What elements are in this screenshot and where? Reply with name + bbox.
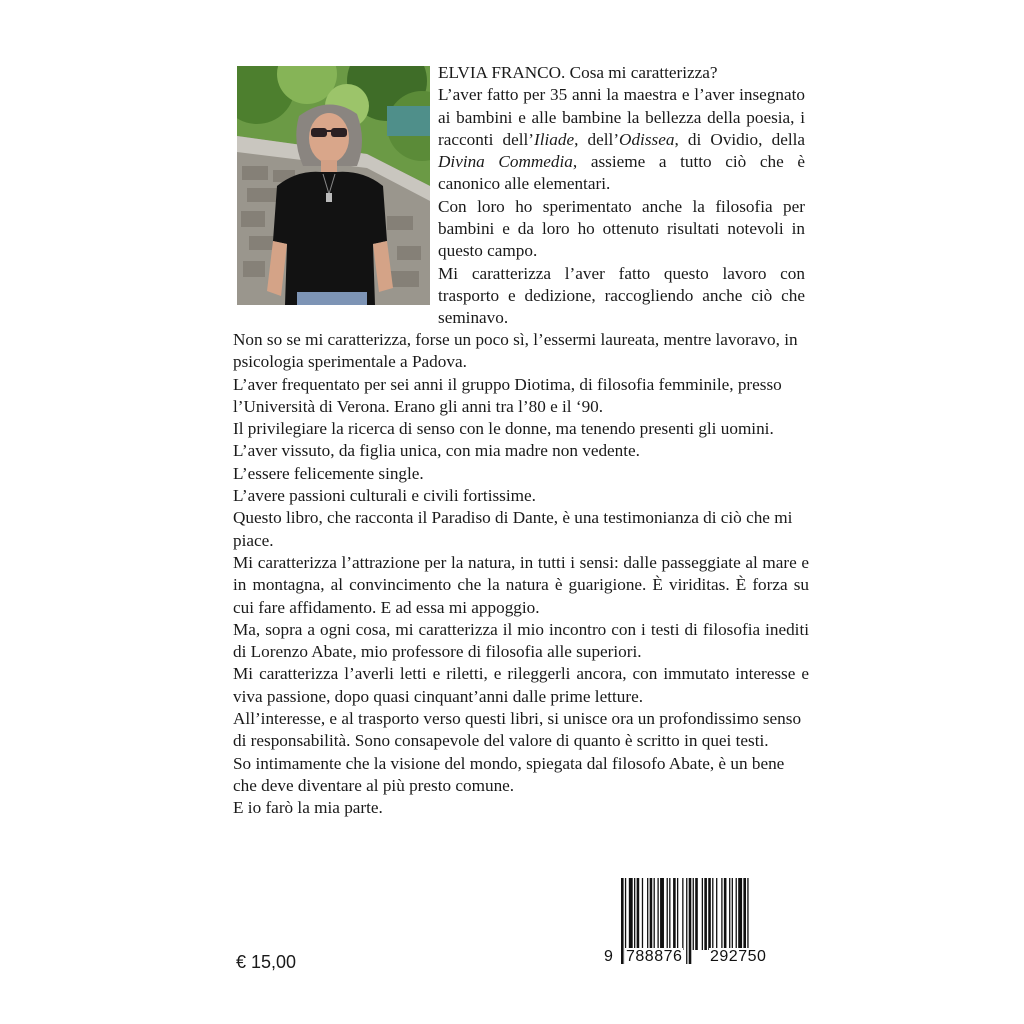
barcode-bar xyxy=(677,878,678,950)
barcode-bar xyxy=(682,878,683,950)
intro-text-block xyxy=(438,62,805,330)
barcode-bar xyxy=(743,878,746,950)
barcode-bar xyxy=(673,878,676,950)
barcode-bar xyxy=(732,878,733,950)
isbn-barcode xyxy=(603,878,783,968)
barcode-bar xyxy=(660,878,664,950)
author-photo-illustration xyxy=(237,66,430,305)
barcode-bar xyxy=(738,878,742,950)
barcode-bar xyxy=(695,878,698,950)
commedia-title: Divina Commedia xyxy=(438,152,573,172)
barcode-group-1: 788876 xyxy=(626,948,683,965)
main-paragraph: Il privilegiare la ricerca di senso con le donne, ma tenendo presenti gli uomini. xyxy=(233,419,774,439)
barcode-bar xyxy=(702,878,703,950)
main-paragraph: Mi caratterizza l’attrazione per la natura, in tutti i sensi: dalle passeggiate al mare e in montagna, al convincimento che la natura è guarigione. È viriditas. È forza su cui fare affidamento. E ad essa mi appoggio. xyxy=(233,552,809,617)
main-paragraph: So intimamente che la visione del mondo, spiegata dal filosofo Abate, è un bene che deve diventare al più presto comune. xyxy=(233,753,785,795)
main-paragraph: Questo libro, che racconta il Paradiso di Dante, è una testimonianza di ciò che mi piace. xyxy=(233,508,793,550)
main-paragraph: Mi caratterizza l’averli letti e riletti, e rileggerli ancora, con immutato interesse e viva passione, dopo quasi cinquant’anni dalle prime letture. xyxy=(233,664,809,706)
main-paragraph: L’aver vissuto, da figlia unica, con mia madre non vedente. xyxy=(233,441,640,461)
iliade-title: Iliade xyxy=(534,129,575,149)
paragraph-teaching-part-d: , assieme a tutto ciò che è canonico alle elementari. xyxy=(438,152,805,194)
barcode-bar xyxy=(729,878,730,950)
barcode-bar xyxy=(721,878,722,950)
paragraph-dedication: Mi caratterizza l’aver fatto questo lavoro con trasporto e dedizione, raccogliendo anche ciò che seminavo. xyxy=(438,263,805,328)
barcode-bar xyxy=(642,878,643,950)
barcode-bar xyxy=(629,878,633,950)
main-paragraph: Non so se mi caratterizza, forse un poco sì, l’essermi laureata, mentre lavoravo, in psicologia sperimentale a Padova. xyxy=(233,330,798,372)
barcode-bar xyxy=(708,878,711,950)
paragraph-teaching xyxy=(438,84,805,195)
main-paragraph: E io farò la mia parte. xyxy=(233,798,383,818)
paragraph-philosophy-children: Con loro ho sperimentato anche la filosofia per bambini e da loro ho ottenuto risultati notevoli in questo campo. xyxy=(438,196,805,261)
barcode-group-2: 292750 xyxy=(710,948,767,965)
barcode-bar xyxy=(667,878,668,950)
paragraph-teaching-part-c: , di Ovidio, della xyxy=(674,129,805,149)
paragraph-teaching-part-a: L’aver fatto per 35 anni la maestra e l’aver insegnato ai bambini e alle bambine la bellezza della poesia, i racconti dell’ xyxy=(438,85,805,149)
main-paragraph: Ma, sopra a ogni cosa, mi caratterizza il mio incontro con i testi di filosofia inediti di Lorenzo Abate, mio professore di filosofia alle superiori. xyxy=(233,619,809,662)
price-label: € 15,00 xyxy=(236,952,297,972)
barcode-bar xyxy=(647,878,648,950)
barcode-bar xyxy=(716,878,717,950)
author-photo xyxy=(237,66,430,305)
barcode-bar xyxy=(654,878,655,950)
barcode-bar xyxy=(637,878,640,950)
barcode-bar xyxy=(724,878,727,950)
barcode-bar xyxy=(693,878,694,950)
main-paragraph: L’avere passioni culturali e civili fortissime. xyxy=(233,486,536,506)
main-paragraph: L’aver frequentato per sei anni il gruppo Diotima, di filosofia femminile, presso l’Università di Verona. Erano gli anni tra l’80 e il ‘90. xyxy=(233,374,782,416)
barcode-bar xyxy=(704,878,707,950)
barcode-bar xyxy=(650,878,653,950)
paragraph-teaching-part-b: , dell’ xyxy=(574,129,620,149)
barcode-bar xyxy=(669,878,670,950)
odissea-title: Odissea xyxy=(619,129,675,149)
main-paragraph: All’interesse, e al trasporto verso questi libri, si unisce ora un profondissimo senso di responsabilità. Sono consapevole del valore di quanto è scritto in quei testi. xyxy=(233,709,802,751)
main-paragraph: L’essere felicemente single. xyxy=(233,463,424,483)
barcode-bar xyxy=(736,878,737,950)
barcode-digits xyxy=(603,948,783,968)
barcode-bar xyxy=(712,878,713,950)
barcode-bar xyxy=(657,878,658,950)
main-text-block xyxy=(233,329,809,820)
barcode-first-digit: 9 xyxy=(604,948,614,965)
barcode-bar xyxy=(634,878,635,950)
intro-heading: ELVIA FRANCO. Cosa mi caratterizza? xyxy=(438,63,718,82)
